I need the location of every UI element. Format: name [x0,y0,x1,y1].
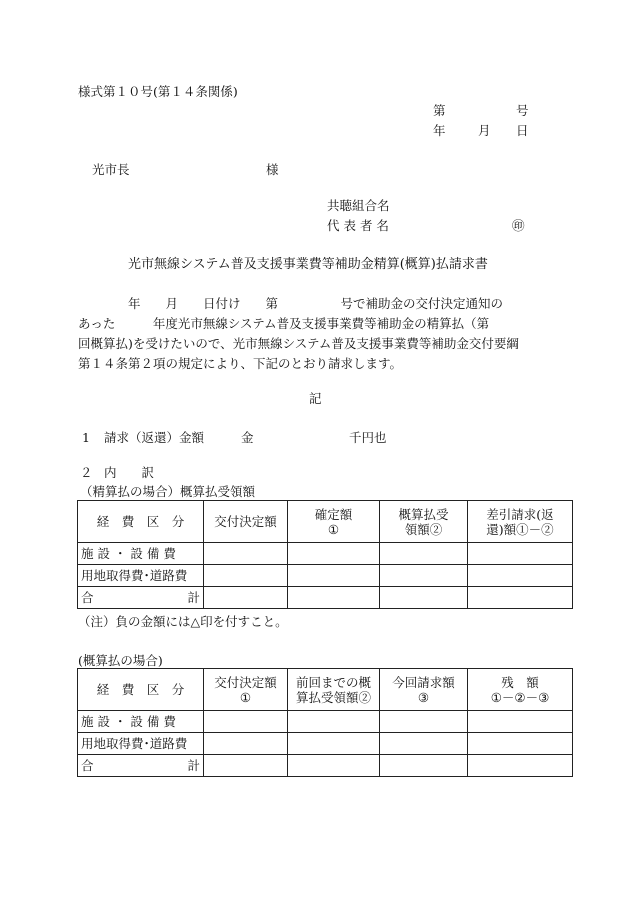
body-line: あった 年度光市無線システム普及支援事業費等補助金の精算払（第 [78,316,490,331]
document-title: 光市無線システム普及支援事業費等補助金精算(概算)払請求書 [128,257,488,272]
cell-input[interactable] [468,587,573,609]
section2-title: (概算払の場合) [78,653,163,668]
balance-header: 残 額 ①－②－③ [468,669,573,711]
confirmed-amount-header: 確定額 ① [288,501,380,543]
row-label-facilities: 施 設 ・ 設 備 費 [78,543,204,565]
date-month-label: 月 [478,123,491,138]
table-row [78,565,573,587]
settlement-table [77,500,573,609]
cell-input[interactable] [204,587,288,609]
previous-advance-header: 前回までの概 算払受領額② [288,669,380,711]
item1-number: 1 [82,430,90,445]
table-header-row [78,669,573,711]
item2-label: 内 訳 [104,465,155,480]
net-claim-header: 差引請求(返 還)額①－② [468,501,573,543]
advance-table [77,668,573,777]
seal-mark: ㊞ [512,218,525,233]
number-label-dai: 第 [433,103,446,118]
cell-input[interactable] [380,711,468,733]
item1-unit: 千円也 [349,430,387,445]
body-line: 回概算払)を受けたいので、光市無線システム普及支援事業費等補助金交付要綱 [78,336,519,351]
addressee-name: 光市長 [92,162,130,177]
grant-decision-header: 交付決定額 [204,501,288,543]
table-row [78,711,573,733]
body-line: 年 月 日付け 第 号で補助金の交付決定通知の [78,296,504,311]
cell-input[interactable] [204,711,288,733]
cell-input[interactable] [380,755,468,777]
cell-input[interactable] [468,733,573,755]
table-row [78,543,573,565]
section1-note: （注）負の金額には△印を付すこと。 [78,614,288,629]
cell-input[interactable] [288,565,380,587]
advance-received-header: 概算払受 領額② [380,501,468,543]
cell-input[interactable] [288,733,380,755]
row-label-land: 用地取得費･道路費 [78,565,204,587]
row-label-land: 用地取得費･道路費 [78,733,204,755]
cell-input[interactable] [288,543,380,565]
date-day-label: 日 [516,123,529,138]
row-label-total: 合 計 [78,755,204,777]
category-header: 経 費 区 分 [78,669,204,711]
item1-kin: 金 [241,430,254,445]
ki-heading: 記 [309,391,322,406]
section1-title: （精算払の場合）概算払受領額 [80,484,256,499]
cell-input[interactable] [468,543,573,565]
cell-input[interactable] [204,755,288,777]
table-row [78,755,573,777]
date-year-label: 年 [433,123,446,138]
category-header: 経 費 区 分 [78,501,204,543]
table-row [78,733,573,755]
cell-input[interactable] [380,733,468,755]
item1-label: 請求（返還）金額 [104,430,205,445]
cell-input[interactable] [204,543,288,565]
cell-input[interactable] [288,587,380,609]
item2-number: ２ [80,465,93,480]
table-header-row [78,501,573,543]
cell-input[interactable] [288,711,380,733]
row-label-total: 合 計 [78,587,204,609]
cell-input[interactable] [380,543,468,565]
grant-decision-header: 交付決定額 ① [204,669,288,711]
cell-input[interactable] [468,755,573,777]
addressee-suffix: 様 [266,162,279,177]
cell-input[interactable] [468,711,573,733]
table-row [78,587,573,609]
number-label-go: 号 [516,103,529,118]
cell-input[interactable] [380,565,468,587]
body-line: 第１４条第２項の規定により、下記のとおり請求します。 [78,356,403,371]
representative-label: 代 表 者 名 [327,218,389,233]
form-number: 様式第１０号(第１４条関係) [78,84,238,99]
row-label-facilities: 施 設 ・ 設 備 費 [78,711,204,733]
cell-input[interactable] [204,565,288,587]
cell-input[interactable] [288,755,380,777]
cell-input[interactable] [204,733,288,755]
current-claim-header: 今回請求額 ③ [380,669,468,711]
applicant-org-label: 共聴組合名 [327,198,390,213]
cell-input[interactable] [380,587,468,609]
cell-input[interactable] [468,565,573,587]
body-paragraph [78,294,558,374]
